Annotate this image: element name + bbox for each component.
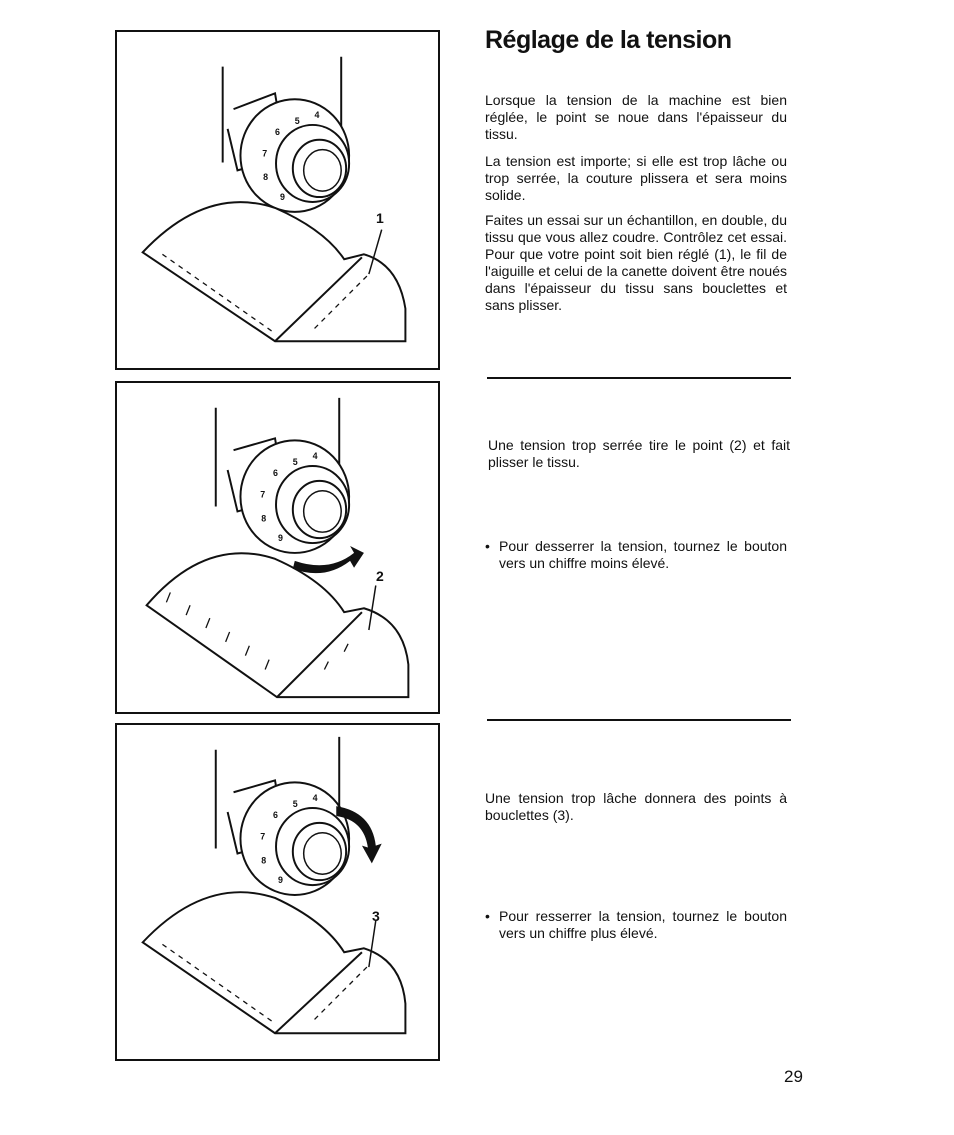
dial-number: 5 <box>294 115 300 126</box>
dial-number: 4 <box>312 793 318 804</box>
bullet-text: Pour desserrer la tension, tournez le bouton vers un chiffre moins élevé. <box>499 538 787 571</box>
callout-number: 1 <box>376 210 384 226</box>
figure-loose-tension <box>115 723 440 1061</box>
page-number: 29 <box>784 1067 803 1086</box>
page-title: Réglage de la tension <box>485 26 732 54</box>
tight-tension-instruction <box>485 538 787 572</box>
bullet-symbol: • <box>485 908 490 924</box>
dial-number: 5 <box>292 457 298 468</box>
section-divider <box>487 377 791 379</box>
dial-number: 7 <box>262 148 268 159</box>
figure-correct-tension <box>115 30 440 370</box>
tight-tension-text: Une tension trop serrée tire le point (2) et fait plisser le tissu. <box>488 437 790 470</box>
bullet-text: Pour resserrer la tension, tournez le bouton vers un chiffre plus élevé. <box>499 908 787 941</box>
dial-number: 6 <box>273 467 278 478</box>
dial-number: 5 <box>292 799 298 810</box>
tension-dial-illustration <box>117 32 438 368</box>
dial-number: 8 <box>261 513 267 524</box>
dial-number: 9 <box>277 533 283 544</box>
dial-number: 8 <box>261 855 267 866</box>
dial-number: 4 <box>312 451 318 462</box>
intro-paragraph-1: Lorsque la tension de la machine est bien réglée, le point se noue dans l'épaisseur du tissu. <box>485 92 787 142</box>
tension-dial-illustration <box>117 725 438 1059</box>
intro-paragraph-2: La tension est importe; si elle est trop lâche ou trop serrée, la couture plissera et sera moins solide. <box>485 153 787 203</box>
figure-tight-tension <box>115 381 440 714</box>
dial-number: 7 <box>260 831 266 842</box>
dial-number: 6 <box>273 809 278 820</box>
dial-number: 6 <box>275 126 280 137</box>
callout-number: 2 <box>376 568 384 584</box>
dial-number: 7 <box>260 489 266 500</box>
intro-paragraph-3: Faites un essai sur un échantillon, en double, du tissu que vous allez coudre. Contrôlez cet essai. Pour que votre point soit bien réglé (1), le fil de l'aiguille et celui de la canette doivent être noués dans l'épaisseur du tissu sans bouclettes et sans plisser. <box>485 212 787 313</box>
dial-number: 9 <box>279 191 285 202</box>
dial-number: 8 <box>263 172 269 183</box>
dial-number: 4 <box>314 110 320 121</box>
dial-number: 9 <box>277 875 283 886</box>
section-divider <box>487 719 791 721</box>
tension-dial-illustration <box>117 383 438 712</box>
loose-tension-text: Une tension trop lâche donnera des points à bouclettes (3). <box>485 790 787 823</box>
bullet-symbol: • <box>485 538 490 554</box>
callout-number: 3 <box>372 908 380 924</box>
loose-tension-instruction <box>485 908 787 942</box>
